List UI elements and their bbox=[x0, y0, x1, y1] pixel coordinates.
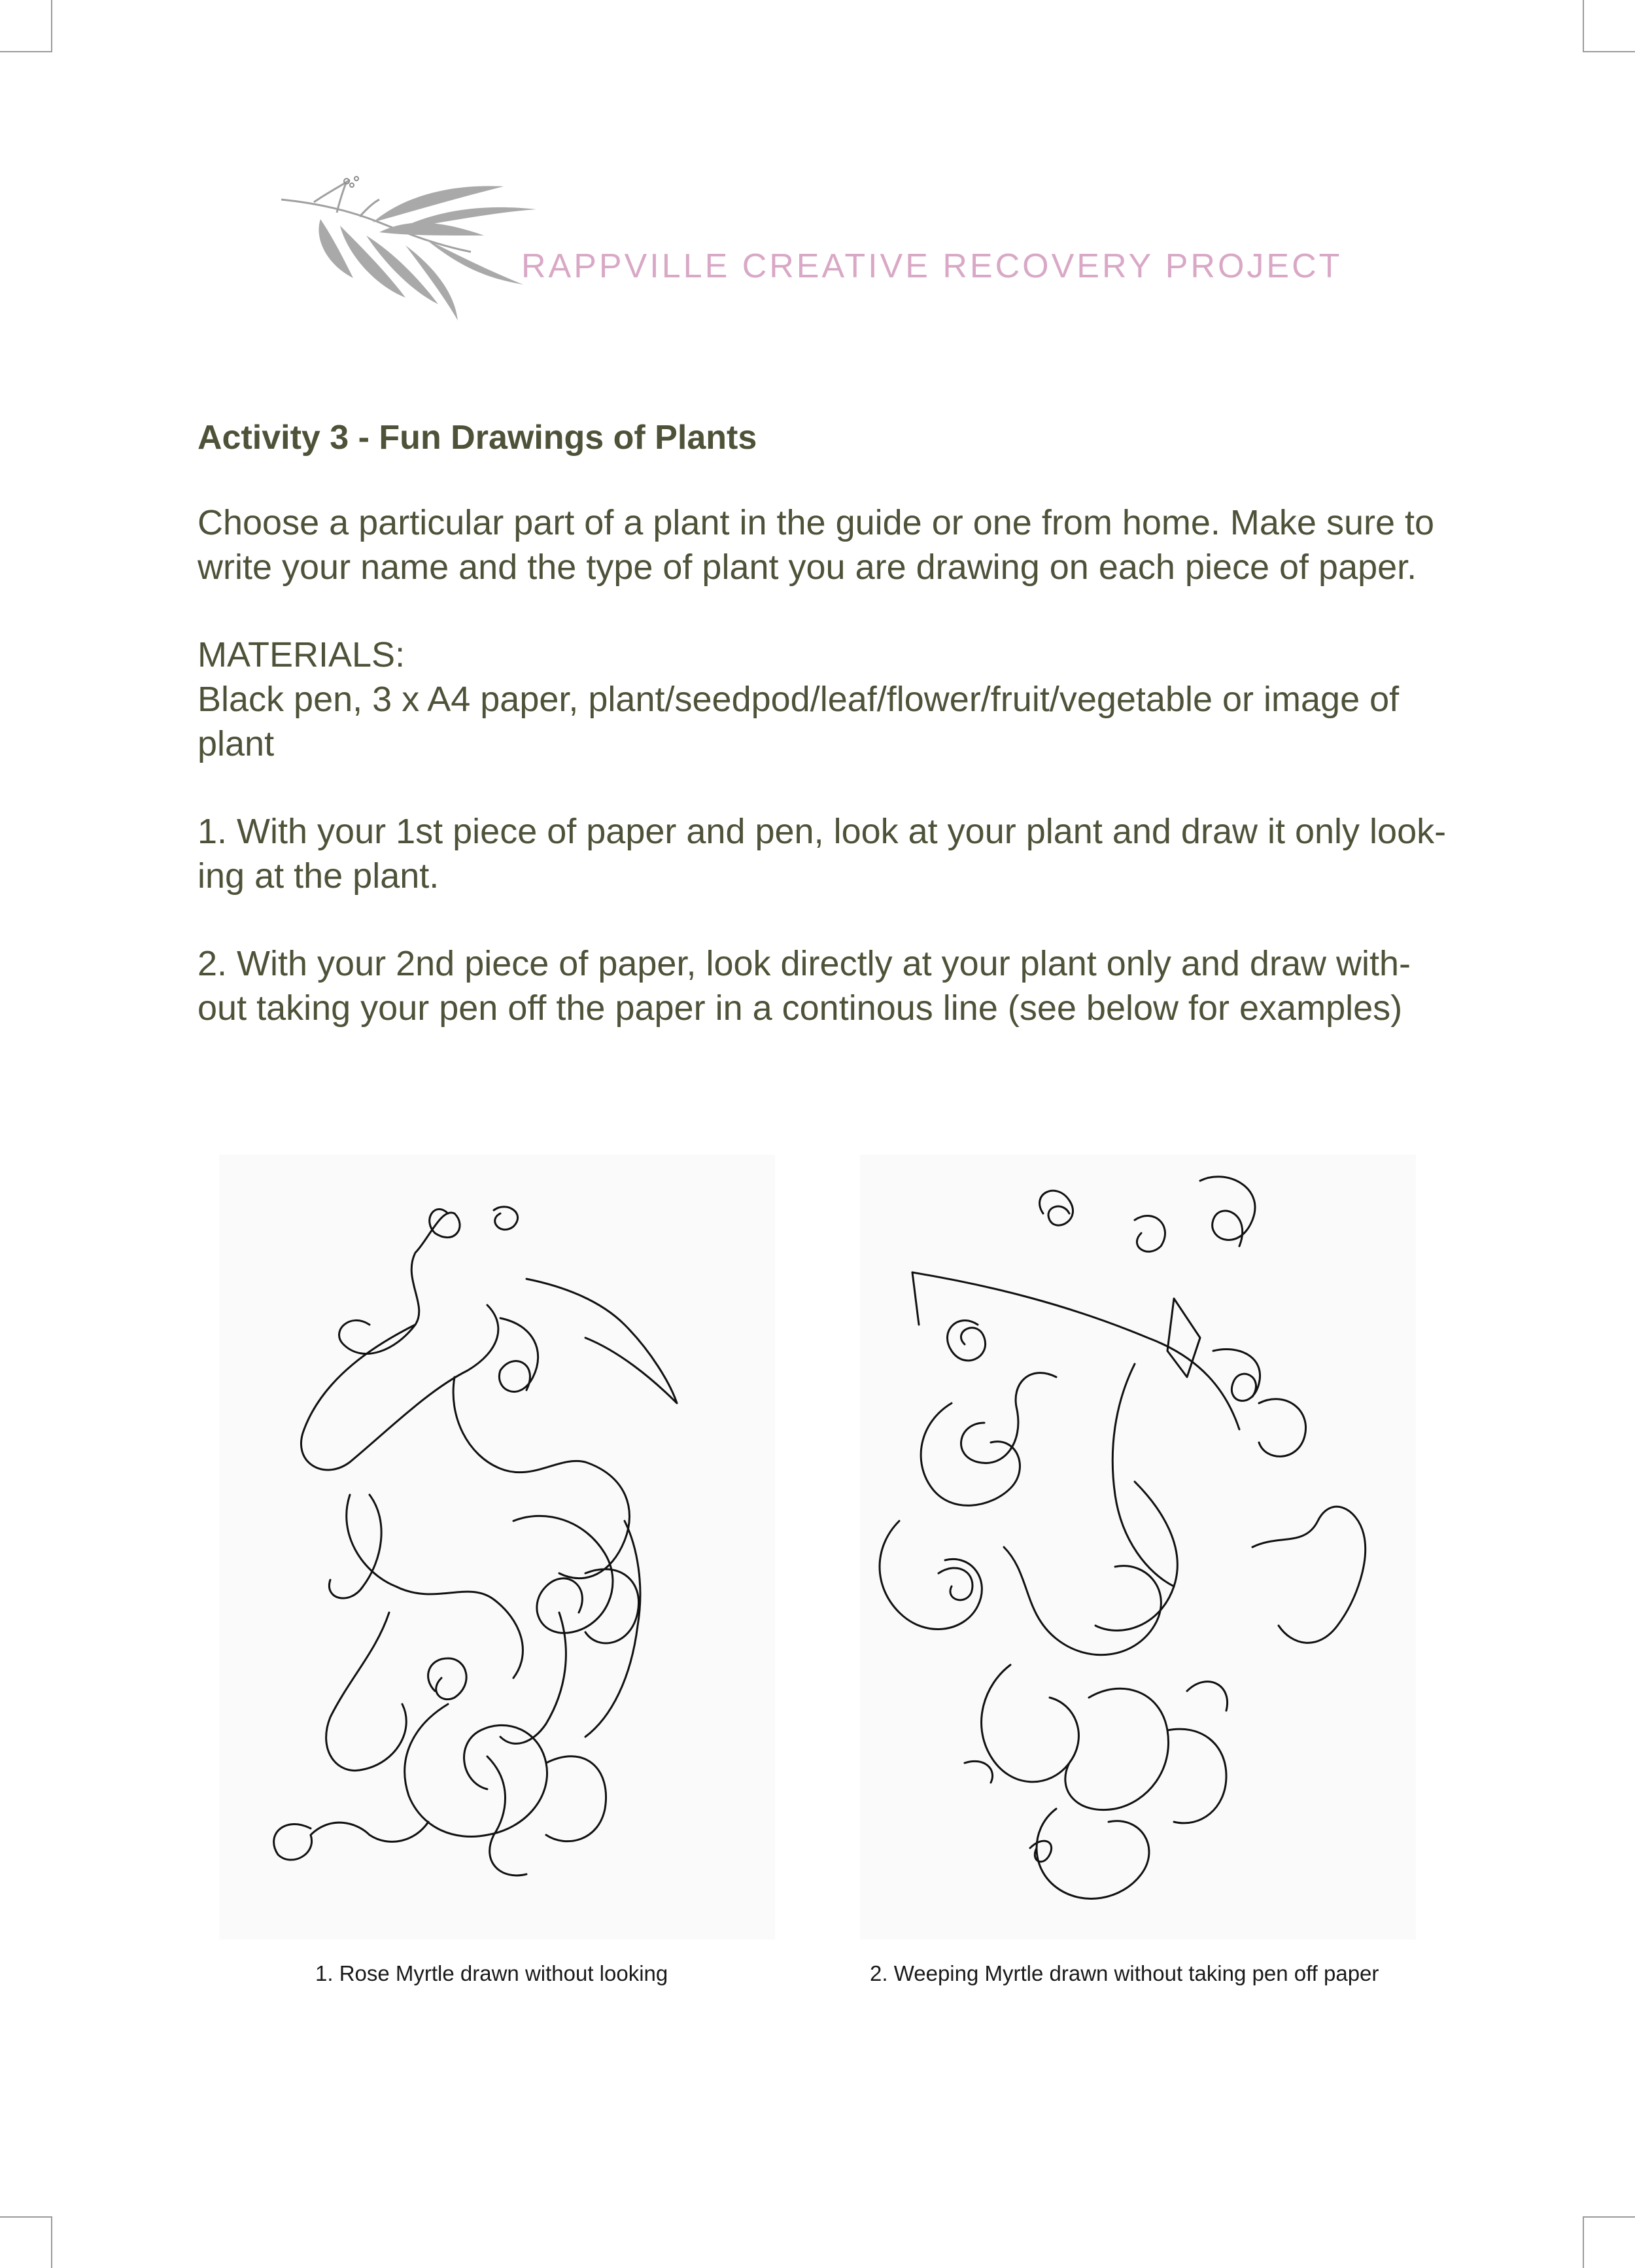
crop-mark bbox=[51, 0, 52, 52]
materials-section bbox=[198, 633, 1453, 766]
activity-content bbox=[198, 415, 1453, 1073]
materials-list: Black pen, 3 x A4 paper, plant/seedpod/leaf/flower/fruit/vegetable or image of plant bbox=[198, 680, 1400, 763]
eucalyptus-branch-icon bbox=[275, 173, 562, 324]
activity-title: Activity 3 - Fun Drawings of Plants bbox=[198, 419, 757, 457]
weeping-myrtle-drawing bbox=[860, 1155, 1416, 1940]
materials-label: MATERIALS: bbox=[198, 635, 405, 674]
step-2: 2. With your 2nd piece of paper, look directly at your plant only and draw with-out taking your pen off the paper in a continous line (see below for examples) bbox=[198, 944, 1411, 1028]
crop-mark bbox=[0, 2216, 52, 2218]
figure-2-caption: 2. Weeping Myrtle drawn without taking pen off paper bbox=[870, 1961, 1379, 1985]
crop-mark bbox=[1583, 2216, 1635, 2218]
rose-myrtle-drawing bbox=[219, 1155, 775, 1940]
crop-mark bbox=[1583, 2216, 1584, 2268]
project-title: RAPPVILLE CREATIVE RECOVERY PROJECT bbox=[521, 247, 1343, 285]
step-1: 1. With your 1st piece of paper and pen, look at your plant and draw it only look-ing at the plant. bbox=[198, 812, 1447, 896]
figure-1-caption: 1. Rose Myrtle drawn without looking bbox=[315, 1961, 668, 1985]
crop-mark bbox=[0, 51, 52, 52]
intro-paragraph: Choose a particular part of a plant in the guide or one from home. Make sure to write your name and the type of plant you are drawing on each piece of paper. bbox=[198, 503, 1435, 587]
crop-mark bbox=[51, 2216, 52, 2268]
crop-mark bbox=[1583, 51, 1635, 52]
crop-mark bbox=[1583, 0, 1584, 52]
